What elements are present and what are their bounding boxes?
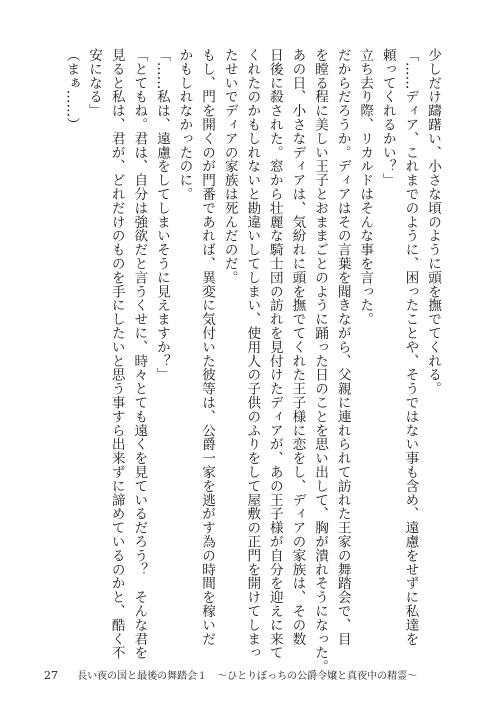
- text-line: 安になる」: [86, 48, 103, 118]
- text-line: 「……私は、遠慮をしてしまいそうに見えますか？」: [153, 48, 170, 382]
- text-line: 「……ディア、これまでのように、困ったことや、そうではない事も含め、遠慮をせずに私達を: [402, 48, 419, 646]
- running-title: 長い夜の国と最後の舞踏会１ ～ひとりぼっちの公爵令嬢と真夜中の精霊～: [77, 671, 418, 682]
- text-line: たせいでディアの家族は死んだのだ。: [221, 48, 238, 285]
- text-line: くれたのかもしれないと勘違いしてしまい、使用人の子供のふりをして屋敷の正門を開けてしまっ: [244, 48, 261, 660]
- text-line: 立ち去り際、リカルドはそんな事を言った。: [357, 48, 374, 326]
- text-line: 「とてもね。君は、自分は強欲だと言うくせに、時々とても遠くを見ているだろう？ そんな君を: [131, 48, 148, 660]
- text-line: もし、門を開くのが門番であれば、異変に気付いた彼等は、公爵一家を逃がす為の時間を稼いだ: [199, 48, 216, 646]
- body-text: [44, 48, 444, 674]
- text-line: かもしれなかったのに。: [176, 48, 193, 201]
- text-line: だからだろうか。ディアはその言葉を聞きながら、父親に連れられて訪れた王家の舞踏会で、目: [334, 48, 351, 646]
- page-number: 27: [44, 669, 58, 682]
- text-line: 頼ってくれるかい？」: [379, 48, 396, 187]
- text-line: を瞠る程に美しい王子とおままごとのように踊った日のことを思い出して、胸が潰れそうになった。: [312, 48, 329, 674]
- text-line: 日後に殺された。窓から壮麗な騎士団の訪れを見付けたディアが、あの王子様が自分を迎えに来て: [266, 48, 283, 660]
- text-line: （まぁ……）: [63, 48, 80, 132]
- text-line: 見ると私は、君が、どれだけのものを手にしたいと思う事すら出来ずに諦めているのかと、酷く不: [108, 48, 125, 660]
- text-line: あの日、小さなディアは、気紛れに頭を撫でてくれた王子様に恋をし、ディアの家族は、その数: [289, 48, 306, 646]
- text-line: 少しだけ躊躇い、小さな頃のように頭を撫でてくれる。: [425, 48, 441, 396]
- page-footer: [44, 667, 417, 682]
